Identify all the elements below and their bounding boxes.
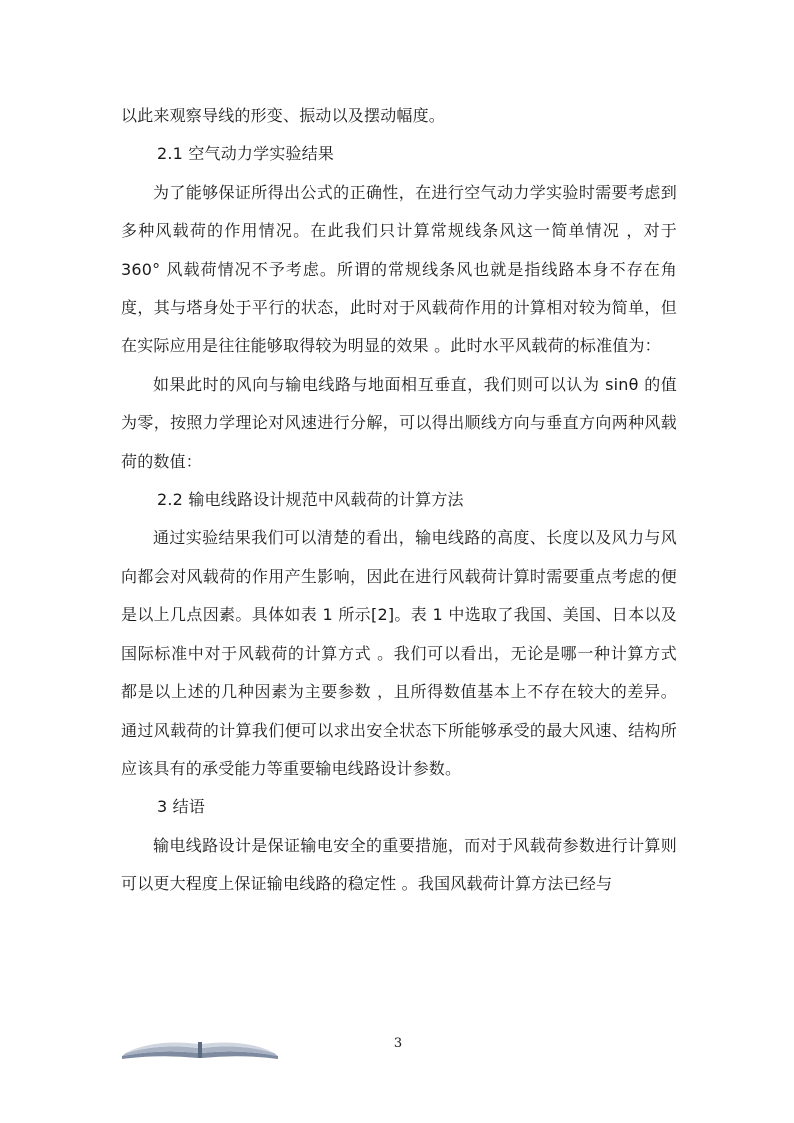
paragraph: 如果此时的风向与输电线路与地面相互垂直，我们则可以认为 sinθ 的值为零，按照力学理论对风速进行分解，可以得出顺线方向与垂直方向两种风载荷的数值： bbox=[121, 374, 677, 471]
open-book-icon bbox=[120, 1037, 280, 1059]
body-text bbox=[121, 97, 677, 904]
section-heading-3: 3 结语 bbox=[157, 797, 206, 817]
continuation-paragraph: 以此来观察导线的形变、振动以及摆动幅度。 bbox=[121, 106, 446, 125]
section-heading-2-2: 2.2 输电线路设计规范中风载荷的计算方法 bbox=[157, 490, 464, 510]
section-heading-2-1: 2.1 空气动力学实验结果 bbox=[157, 144, 335, 164]
paragraph: 输电线路设计是保证输电安全的重要措施，而对于风载荷参数进行计算则可以更大程度上保证输电线路的稳定性 。我国风载荷计算方法已经与 bbox=[121, 835, 677, 894]
paragraph: 为了能够保证所得出公式的正确性，在进行空气动力学实验时需要考虑到多种风载荷的作用情况。在此我们只计算常规线条风这一简单情况 ，对于 360° 风载荷情况不予考虑。所谓的常规线条风也就是指线路本身不存在角度，其与塔身处于平行的状态，此时对于风载荷作用的计算相对较为简单，但在实际应用是往往能够取得较为明显的效果 。此时水平风载荷的标准值为： bbox=[121, 182, 677, 356]
page-number: 3 bbox=[393, 1036, 403, 1051]
paragraph: 通过实验结果我们可以清楚的看出，输电线路的高度、长度以及风力与风向都会对风载荷的作用产生影响，因此在进行风载荷计算时需要重点考虑的便是以上几点因素。具体如表 1 所示[2]。表 1 中选取了我国、美国、日本以及国际标准中对于风载荷的计算方式 。我们可以看出，无论是哪一种计算方式都是以上述的几种因素为主要参数 ，且所得数值基本上不存在较大的差异。通过风载荷的计算我们便可以求出安全状态下所能够承受的最大风速、结构所应该具有的承受能力等重要输电线路设计参数。 bbox=[121, 528, 677, 778]
